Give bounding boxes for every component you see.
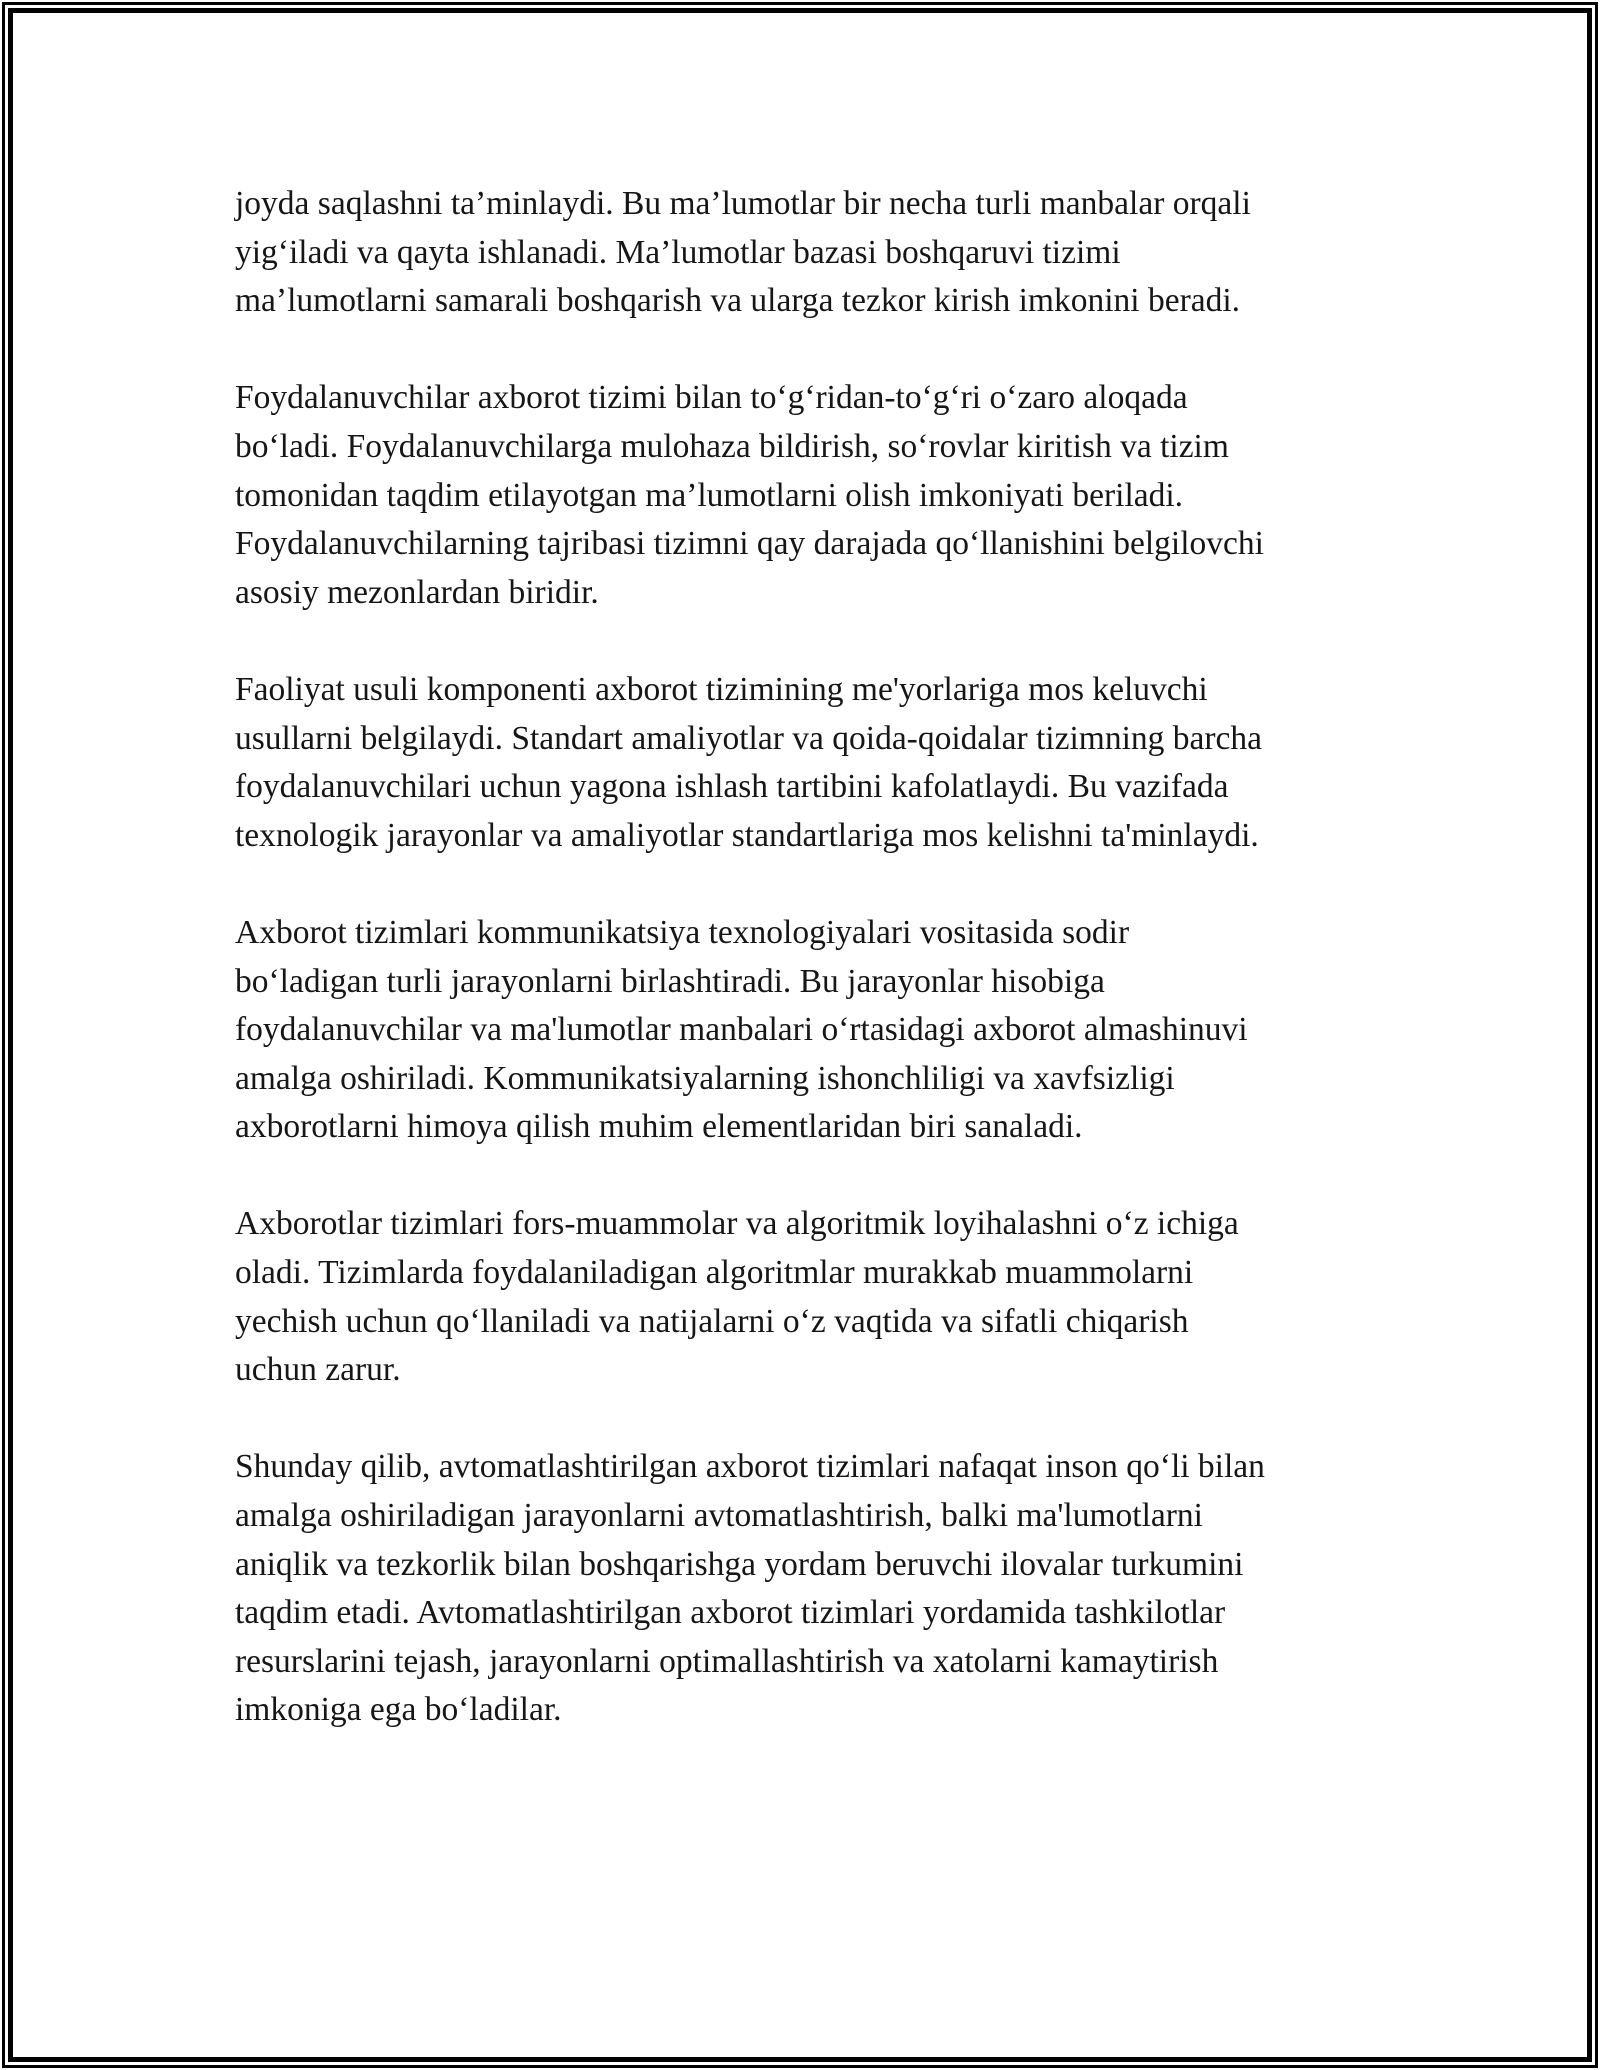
text-line: resurslarini tejash, jarayonlarni optimallashtirish va xatolarni kamaytirish [235,1642,1219,1680]
paragraph [235,1200,1405,1394]
paragraph [235,180,1405,326]
text-line: aniqlik va tezkorlik bilan boshqarishga yordam beruvchi ilovalar turkumini [235,1545,1244,1583]
text-line: texnologik jarayonlar va amaliyotlar standartlariga mos kelishni ta'minlaydi. [235,816,1259,854]
paragraph [235,666,1405,860]
text-line: Foydalanuvchilarning tajribasi tizimni qay darajada qo‘llanishini belgilovchi [235,525,1264,563]
text-line: Shunday qilib, avtomatlashtirilgan axborot tizimlari nafaqat inson qo‘li bilan [235,1448,1265,1486]
text-line: foydalanuvchilari uchun yagona ishlash tartibini kafolatlaydi. Bu vazifada [235,768,1229,806]
text-line: Foydalanuvchilar axborot tizimi bilan to‘g‘ridan-to‘g‘ri o‘zaro aloqada [235,379,1188,417]
text-line: foydalanuvchilar va ma'lumotlar manbalari o‘rtasidagi axborot almashinuvi [235,1011,1248,1049]
text-line: bo‘ladigan turli jarayonlarni birlashtiradi. Bu jarayonlar hisobiga [235,962,1105,1000]
text-line: amalga oshiriladigan jarayonlarni avtomatlashtirish, balki ma'lumotlarni [235,1497,1203,1535]
text-line: Faoliyat usuli komponenti axborot tizimining me'yorlariga mos keluvchi [235,670,1208,708]
text-line: Axborot tizimlari kommunikatsiya texnologiyalari vositasida sodir [235,913,1130,951]
document-body [235,180,1405,1735]
text-line: uchun zarur. [235,1351,401,1389]
text-line: tomonidan taqdim etilayotgan ma’lumotlarni olish imkoniyati beriladi. [235,476,1184,514]
text-line: oladi. Tizimlarda foydalaniladigan algoritmlar murakkab muammolarni [235,1254,1194,1292]
text-line: amalga oshiriladi. Kommunikatsiyalarning ishonchliligi va xavfsizligi [235,1059,1175,1097]
text-line: axborotlarni himoya qilish muhim elementlaridan biri sanaladi. [235,1108,1083,1146]
text-line: Axborotlar tizimlari fors-muammolar va algoritmik loyihalashni o‘z ichiga [235,1205,1239,1243]
text-line: ma’lumotlarni samarali boshqarish va ularga tezkor kirish imkonini beradi. [235,282,1241,320]
text-line: yig‘iladi va qayta ishlanadi. Ma’lumotlar bazasi boshqaruvi tizimi [235,233,1121,271]
text-line: joyda saqlashni ta’minlaydi. Bu ma’lumotlar bir necha turli manbalar orqali [235,185,1251,222]
paragraph [235,374,1405,617]
text-line: asosiy mezonlardan biridir. [235,573,599,611]
paragraph [235,909,1405,1152]
text-line: imkoniga ega bo‘ladilar. [235,1691,562,1729]
text-line: yechish uchun qo‘llaniladi va natijalarni o‘z vaqtida va sifatli chiqarish [235,1302,1189,1340]
text-line: usullarni belgilaydi. Standart amaliyotlar va qoida-qoidalar tizimning barcha [235,719,1263,757]
paragraph [235,1443,1405,1735]
text-line: bo‘ladi. Foydalanuvchilarga mulohaza bildirish, so‘rovlar kiritish va tizim [235,427,1229,465]
text-line: taqdim etadi. Avtomatlashtirilgan axborot tizimlari yordamida tashkilotlar [235,1594,1226,1632]
